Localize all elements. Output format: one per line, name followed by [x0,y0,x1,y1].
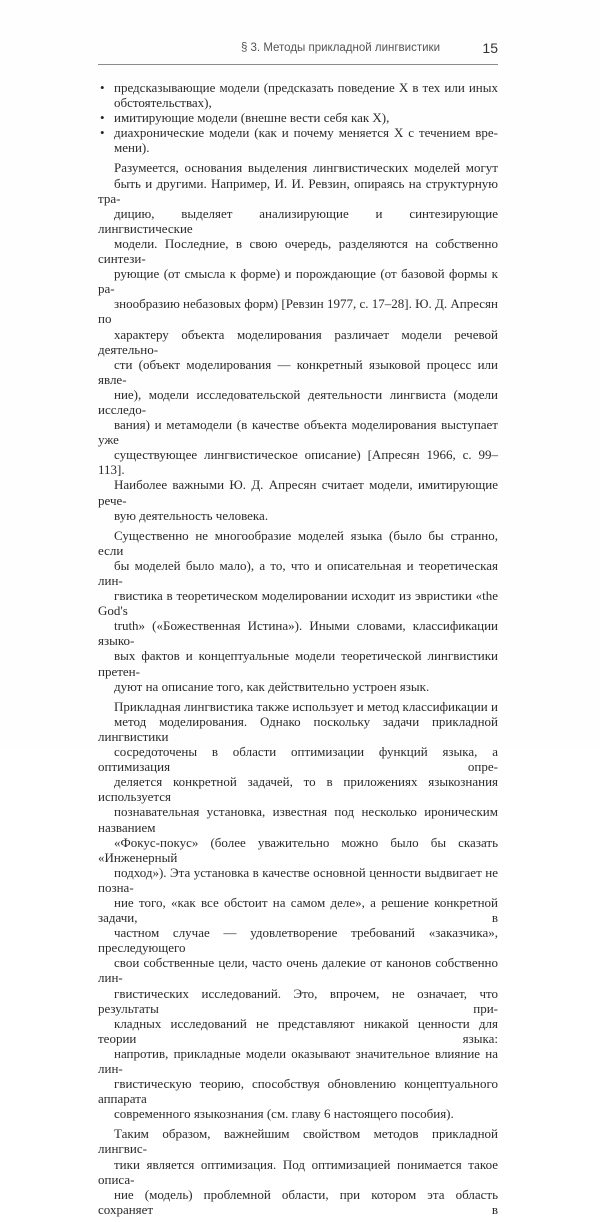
text-line: напротив, прикладные модели оказывают значительное влияние на лин- [98,1045,498,1076]
running-header [98,36,498,65]
text-line: гвистическую теорию, способствуя обновлению концептуального аппарата [98,1076,498,1107]
text-line: характеру объекта моделирования различает модели речевой деятельно- [98,326,498,357]
text-line: современного языкознания (см. главу 6 настоящего пособия). [114,1106,454,1122]
text-line: метод моделирования. Однако поскольку задачи прикладной лингвистики [98,713,498,744]
text-line: Существенно не многообразие моделей языка (было бы странно, если [98,527,498,558]
paragraph [98,1126,498,1217]
text-line: ние), модели исследовательской деятельности лингвиста (модели исследо- [98,386,498,417]
text-line: тики является оптимизация. Под оптимизацией понимается такое описа- [98,1156,498,1187]
text-line: свои собственные цели, часто очень далекие от канонов собственно лин- [98,955,498,986]
text-line: «Фокус-покус» (более уважительно можно было бы сказать «Инженерный [98,834,498,865]
text-line: Разумеется, основания выделения лингвистических моделей могут [114,160,498,176]
text-line: Прикладная лингвистика также использует и метод классификации и [114,698,498,714]
text-line: вых фактов и концептуальные модели теоретической лингвистики претен- [98,648,498,679]
text-line: рующие (от смысла к форме) и порождающие (от базовой формы к ра- [98,266,498,297]
bullet-icon: • [100,80,105,95]
text-line: познавательная установка, известная под несколько ироническим названием [98,804,498,835]
bullet-icon: • [100,125,105,141]
text-line: гвистика в теоретическом моделировании исходит из эвристики «the God's [98,588,498,619]
text-line: сосредоточены в области оптимизации функций языка, а оптимизация опре- [98,744,498,775]
page-number: 15 [482,40,498,56]
text-line: бы моделей было мало), а то, что и описательная и теоретическая лин- [98,557,498,588]
text-line: Таким образом, важнейшим свойством методов прикладной лингвис- [98,1126,498,1157]
list-item [98,110,498,125]
text-line: дицию, выделяет анализирующие и синтезирующие лингвистические [98,205,498,236]
text-line: кладных исследований не представляют никакой ценности для теории языка: [98,1015,498,1046]
text-line: мени). [114,140,150,156]
paragraph [98,528,498,694]
text-line: Наиболее важными Ю. Д. Апресян считает модели, имитирующие рече- [98,477,498,508]
paragraph [98,699,498,1122]
bullet-list [98,80,498,155]
list-item [98,80,498,110]
text-line: существующее лингвистическое описание) [Апресян 1966, с. 99–113]. [98,447,498,478]
text-line: вую деятельность человека. [114,507,269,523]
text-line: обстоятельствах), [114,95,212,111]
text-line: имитирующие модели (внешне вести себя как X), [114,110,390,126]
paragraph [98,160,498,522]
text-line: предсказывающие модели (предсказать поведение X в тех или иных [114,80,498,95]
text-line: частном случае — удовлетворение требований «заказчика», преследующего [98,925,498,956]
list-item [98,125,498,155]
section-title: § 3. Методы прикладной лингвистики [240,42,440,54]
text-line: ние того, «как все обстоит на самом деле», а решение конкретной задачи, в [98,894,498,926]
text-line: диахронические модели (как и почему меняется X с течением вре- [114,125,498,141]
text-line: подход»). Эта установка в качестве основной ценности выдвигает не позна- [98,864,498,895]
text-line: модели. Последние, в свою очередь, разделяются на собственно синтези- [98,235,498,267]
text-line: сти (объект моделирования — конкретный языковой процесс или явле- [98,356,498,387]
text-line: truth» («Божественная Истина»). Иными словами, классификации языко- [98,618,498,649]
text-line: деляется конкретной задачей, то в приложениях языкознания используется [98,774,498,805]
text-line: ние (модель) проблемной области, при котором эта область сохраняет в [98,1186,498,1217]
text-line: вания) и метамодели (в качестве объекта моделирования выступает уже [98,417,498,448]
body-text [98,80,498,1222]
text-line: быть и другими. Например, И. И. Ревзин, опираясь на структурную тра- [98,175,498,206]
text-line: знообразию небазовых форм) [Ревзин 1977, с. 17–28]. Ю. Д. Апресян по [98,296,498,327]
text-line: дуют на описание того, как действительно устроен язык. [114,678,430,694]
bullet-icon: • [100,110,105,126]
text-line: гвистических исследований. Это, впрочем, не означает, что результаты при- [98,985,498,1016]
